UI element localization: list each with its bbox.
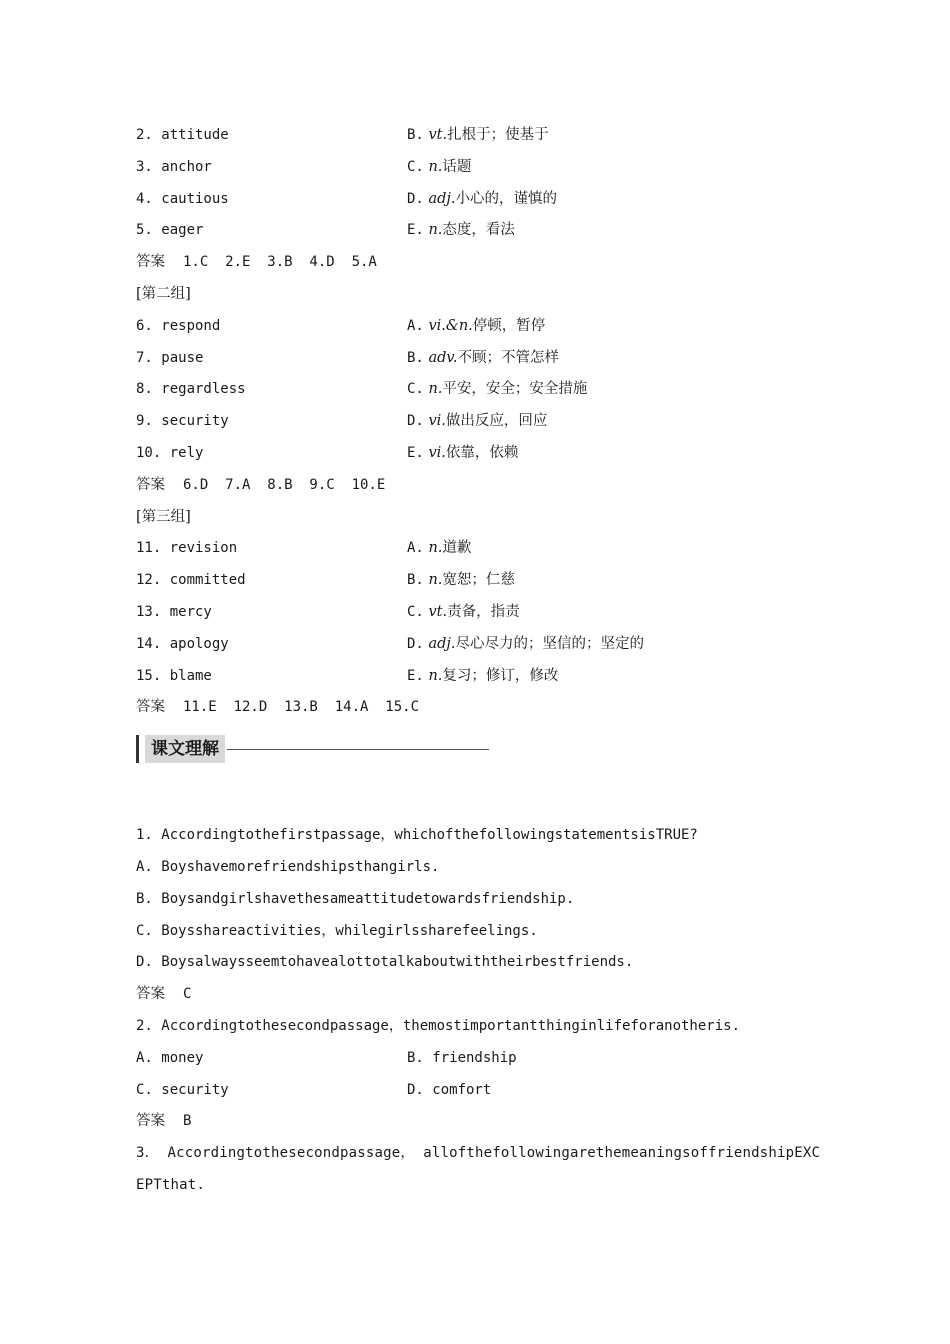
vocab-meaning: 扎根于；使基于 [447,127,549,143]
vocab-row [136,629,836,661]
answer-label: 答案 [136,699,165,716]
vocab-row [136,406,836,438]
group-title: [第二组] [136,285,191,302]
vocab-word: 9. security [136,413,229,430]
option-letter: D. [407,635,424,652]
part-of-speech: vi. [428,444,446,461]
vocab-row [136,215,836,247]
vocab-row [136,343,836,375]
option-row [136,1043,836,1075]
vocab-row [136,311,836,343]
vocab-row [136,120,836,152]
vocab-row [136,661,836,693]
section-header [136,734,836,764]
question-option: A. Boyshavemorefriendshipsthangirls. [136,858,440,875]
option-letter: B. [407,349,424,366]
vocab-row [136,152,836,184]
section-title: 课文理解 [145,735,225,763]
part-of-speech: vi. [428,413,446,430]
vocab-word: 10. rely [136,444,204,461]
vocab-word: 12. committed [136,572,246,589]
vocab-meaning: 依靠，依赖 [445,444,519,461]
answer-text: B [183,1113,192,1130]
vocab-word: 3. anchor [136,158,212,175]
vocab-meaning: 态度，看法 [442,222,515,239]
vocab-meaning: 停顿，暂停 [472,317,546,334]
option-letter: D. [407,413,424,430]
vocab-meaning: 不顾；不管怎样 [457,349,559,366]
part-of-speech: n. [428,381,443,398]
answer-text: 11.E 12.D 13.B 14.A 15.C [183,699,420,716]
question-3 [136,1138,836,1202]
question-1 [136,820,836,1011]
vocab-meaning: 道歉 [442,540,472,557]
question-stem: 3． Accordingtothesecondpassage， allofthefollowingarethemeaningsoffriendshipEXCEPTthat. [136,1145,821,1193]
answer-text: 6.D 7.A 8.B 9.C 10.E [183,476,386,493]
question-option: D. comfort [407,1081,492,1098]
option-letter: C. [407,381,424,398]
question-stem: 1. Accordingtothefirstpassage，whichofthefollowingstatementsisTRUE? [136,827,698,844]
question-stem: 2. Accordingtothesecondpassage，themostimportantthinginlifeforanotheris. [136,1017,741,1034]
vocab-word: 11. revision [136,540,238,557]
answer-text: C [183,986,192,1003]
vocab-word: 8. regardless [136,381,246,398]
question-2 [136,1011,836,1138]
part-of-speech: n. [428,667,443,684]
answer-line [136,470,836,502]
question-option: C. security [136,1081,229,1098]
part-of-speech: n. [428,540,443,557]
option-letter: A. [407,540,424,557]
vocab-row [136,184,836,216]
vocab-word: 5. eager [136,222,204,239]
vocab-word: 15. blame [136,667,212,684]
vocab-row [136,374,836,406]
question-option: D. Boysalwaysseemtohavealottotalkaboutwiththeirbestfriends. [136,954,634,971]
part-of-speech: vt. [428,603,448,620]
vocab-group-1 [136,120,836,279]
group-title: [第三组] [136,508,191,525]
vocab-meaning: 尽心尽力的；坚信的；坚定的 [455,635,645,652]
answer-line [136,247,836,279]
vocab-row [136,533,836,565]
vocab-word: 7. pause [136,349,204,366]
vocab-word: 4. cautious [136,190,229,207]
vocab-word: 13. mercy [136,603,212,620]
vocab-meaning: 话题 [442,158,472,175]
answer-label: 答案 [136,476,165,493]
part-of-speech: n. [428,222,443,239]
section-rule [227,749,489,750]
vocab-row [136,565,836,597]
answer-line [136,692,836,724]
vocab-group-3 [136,502,836,725]
option-letter: E. [407,444,424,461]
part-of-speech: vi.&n. [428,317,473,334]
vocab-word: 14. apology [136,635,229,652]
question-option: B. friendship [407,1049,517,1066]
option-letter: C. [407,158,424,175]
part-of-speech: n. [428,158,443,175]
vocab-group-2 [136,279,836,502]
answer-line [136,1106,836,1138]
question-option: A. money [136,1049,204,1066]
option-letter: B. [407,572,424,589]
option-letter: C. [407,603,424,620]
vocab-row [136,438,836,470]
part-of-speech: adj. [428,190,456,207]
option-letter: A. [407,317,424,334]
answer-label: 答案 [136,986,165,1003]
part-of-speech: vt. [428,127,448,143]
part-of-speech: n. [428,572,443,589]
vocab-word: 2. attitude [136,127,229,143]
vocab-meaning: 平安，安全；安全措施 [442,381,588,398]
question-option: B. Boysandgirlshavethesameattitudetowardsfriendship. [136,890,575,907]
vocab-meaning: 宽恕；仁慈 [442,572,515,589]
question-option: C. Boysshareactivities，whilegirlssharefeelings. [136,922,538,939]
answer-text: 1.C 2.E 3.B 4.D 5.A [183,254,377,271]
answer-line [136,979,836,1011]
answer-label: 答案 [136,254,165,271]
vocab-meaning: 小心的，谨慎的 [455,190,558,207]
vocab-meaning: 复习；修订，修改 [442,667,559,684]
vocab-row [136,597,836,629]
section-bar [136,735,139,763]
vocab-word: 6. respond [136,317,221,334]
part-of-speech: adj. [428,635,456,652]
option-letter: B. [407,127,424,143]
vocab-meaning: 责备，指责 [447,603,520,620]
option-letter: D. [407,190,424,207]
part-of-speech: adv. [428,349,458,366]
page-content [136,120,836,1202]
vocab-meaning: 做出反应，回应 [445,413,548,430]
answer-label: 答案 [136,1113,165,1130]
option-letter: E. [407,667,424,684]
option-row [136,1075,836,1107]
option-letter: E. [407,222,424,239]
